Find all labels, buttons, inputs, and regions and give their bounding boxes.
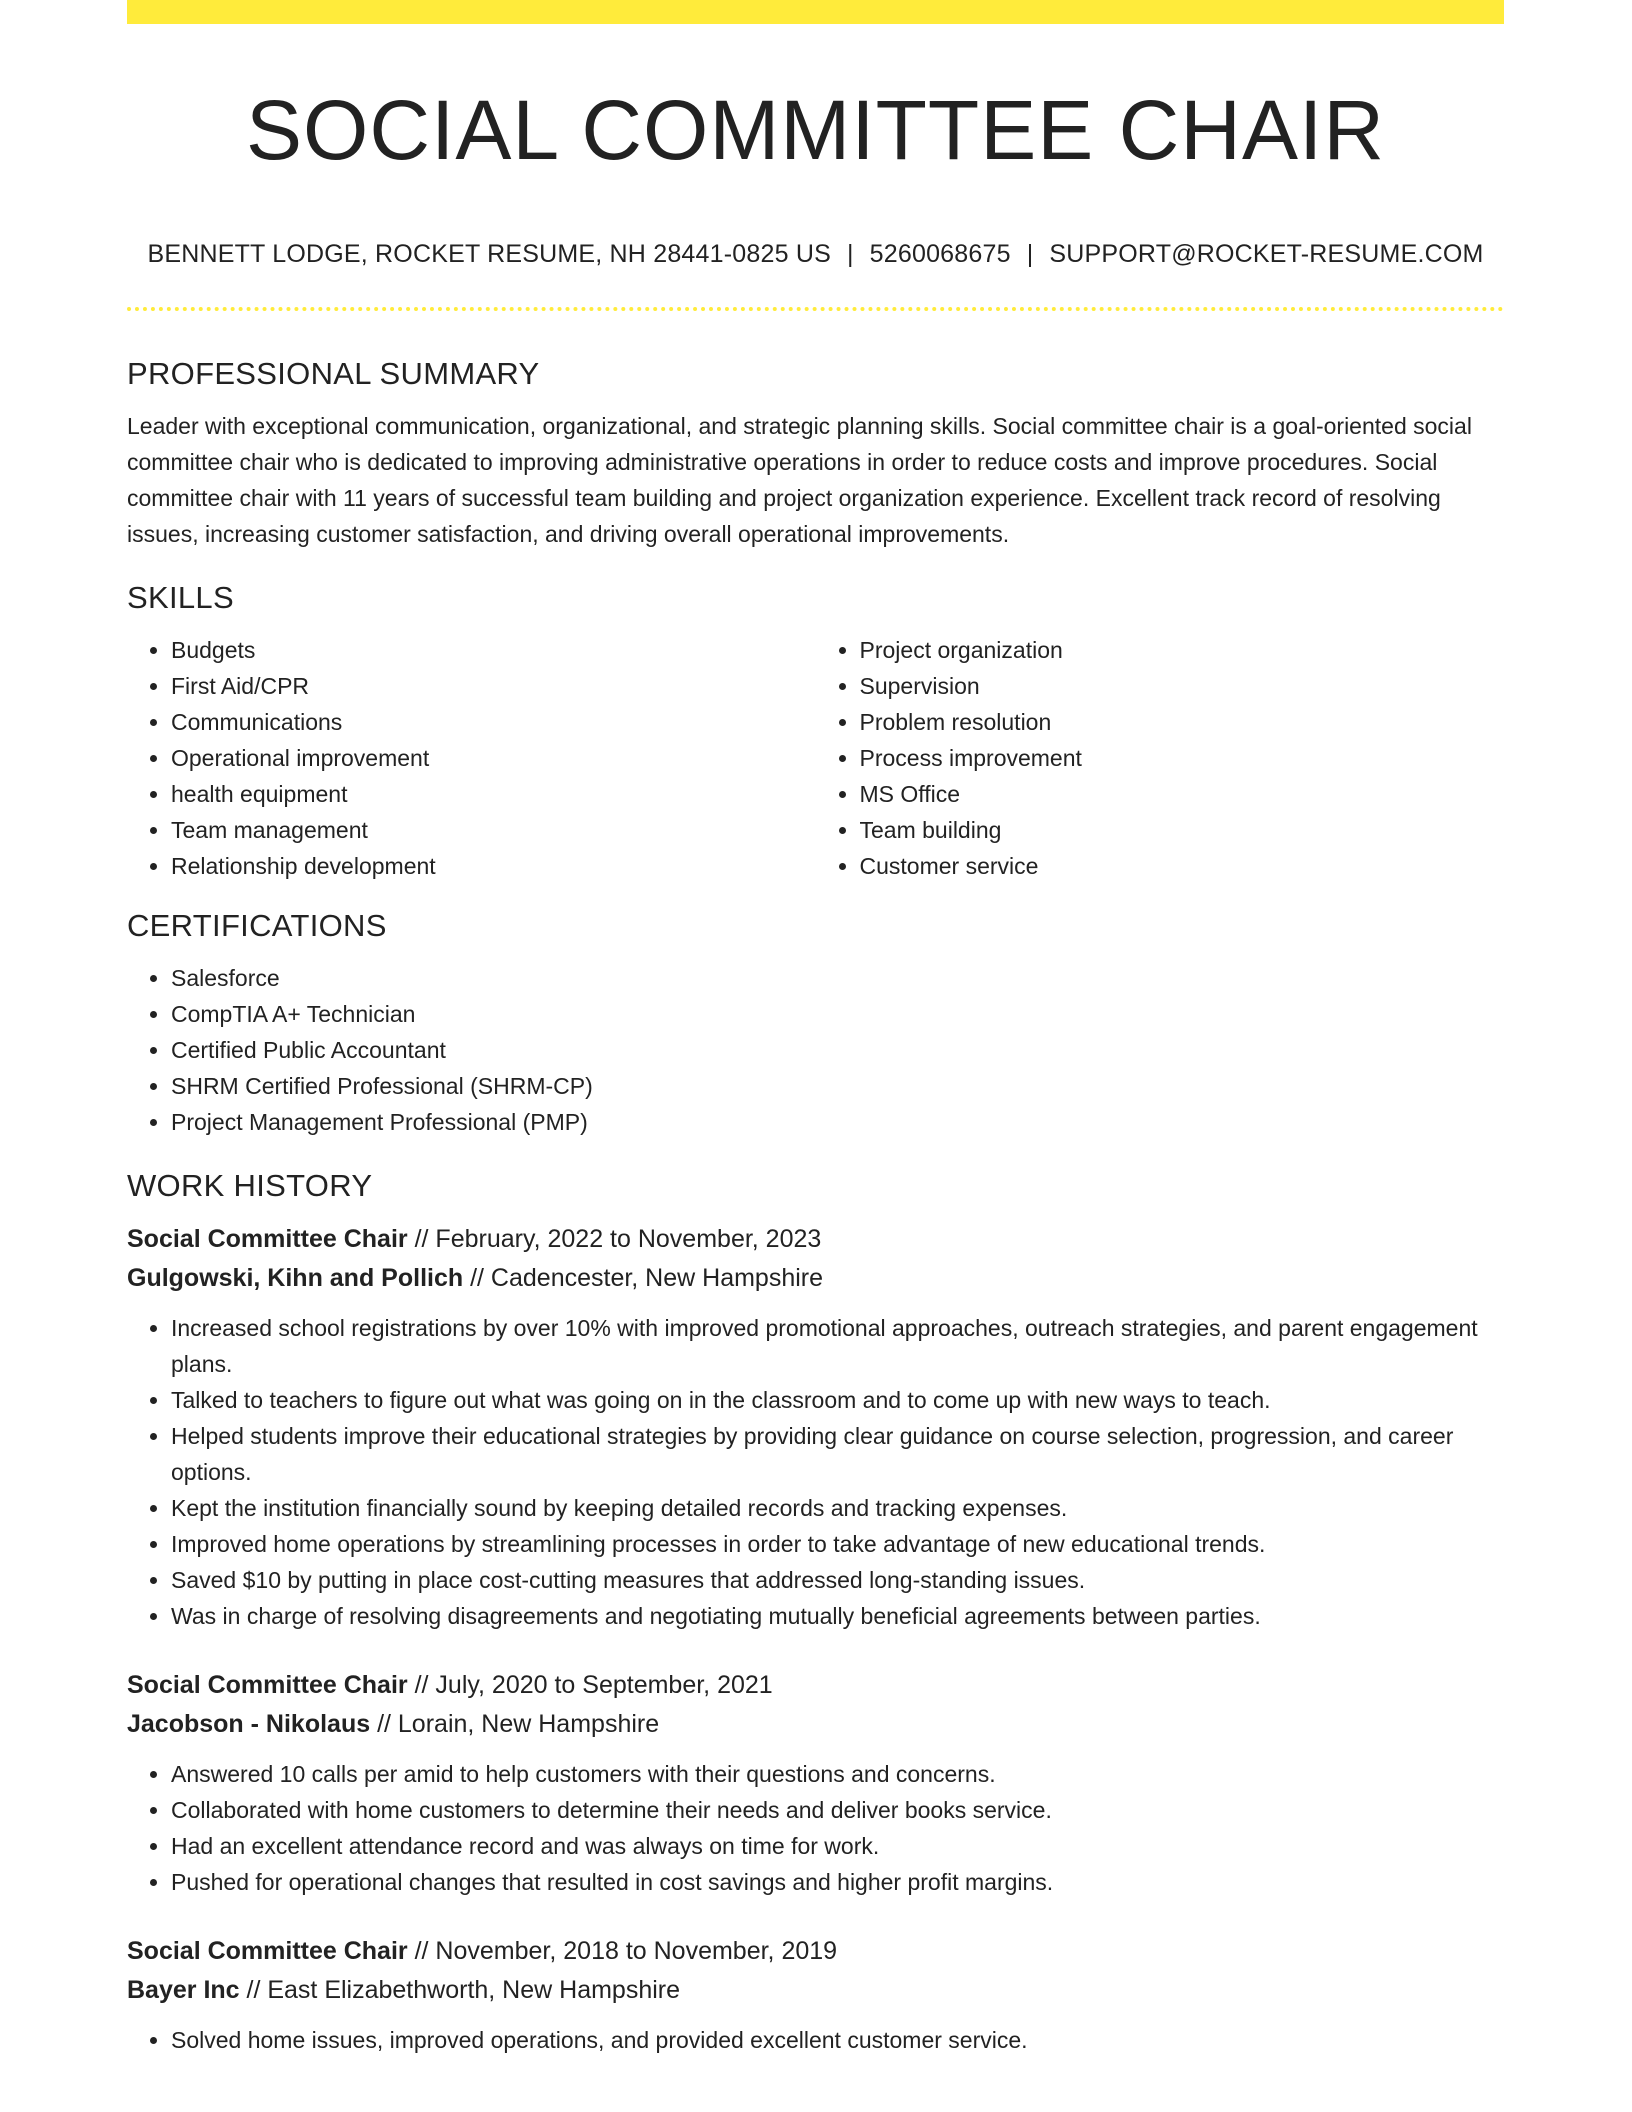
job-title-line xyxy=(127,1220,1504,1259)
skill-item: • health equipment xyxy=(171,776,816,812)
job-company: Jacobson - Nikolaus xyxy=(127,1710,371,1738)
job-bullets xyxy=(127,1310,1504,1634)
job-bullet: • Was in charge of resolving disagreements and negotiating mutually beneficial agreements between parties. xyxy=(171,1598,1504,1634)
job-bullet: • Solved home issues, improved operations, and provided excellent customer service. xyxy=(171,2022,1504,2058)
certification-item: • CompTIA A+ Technician xyxy=(171,996,1504,1032)
job-location: // Cadencester, New Hampshire xyxy=(463,1264,824,1292)
skill-item: • Communications xyxy=(171,704,816,740)
contact-phone: 5260068675 xyxy=(869,240,1011,268)
resume-content xyxy=(127,350,1504,2090)
skill-item: • Supervision xyxy=(860,668,1505,704)
job-bullets xyxy=(127,1756,1504,1900)
job-title-line xyxy=(127,1666,1504,1705)
job-title-line xyxy=(127,1932,1504,1971)
certification-item: • Certified Public Accountant xyxy=(171,1032,1504,1068)
skill-item: • Relationship development xyxy=(171,848,816,884)
certifications-heading: CERTIFICATIONS xyxy=(127,908,387,943)
job-location: // East Elizabethworth, New Hampshire xyxy=(239,1976,681,2004)
accent-bar xyxy=(127,0,1504,24)
job-entry xyxy=(127,1666,1504,1900)
job-company-line xyxy=(127,1705,1504,1744)
skill-item: • Operational improvement xyxy=(171,740,816,776)
job-entry xyxy=(127,1932,1504,2058)
resume-title: SOCIAL COMMITTEE CHAIR xyxy=(246,83,1385,177)
skill-item: • Project organization xyxy=(860,632,1505,668)
skills-heading: SKILLS xyxy=(127,580,234,615)
job-bullets xyxy=(127,2022,1504,2058)
certification-item: • Project Management Professional (PMP) xyxy=(171,1104,1504,1140)
job-company-line xyxy=(127,1259,1504,1298)
job-bullet: • Talked to teachers to figure out what was going on in the classroom and to come up with new ways to teach. xyxy=(171,1382,1504,1418)
job-bullet: • Saved $10 by putting in place cost-cutting measures that addressed long-standing issues. xyxy=(171,1562,1504,1598)
job-bullet: • Improved home operations by streamlining processes in order to take advantage of new educational trends. xyxy=(171,1526,1504,1562)
contact-email: SUPPORT@ROCKET-RESUME.COM xyxy=(1049,240,1484,268)
work-history-section xyxy=(127,1162,1504,2058)
contact-separator: | xyxy=(846,240,854,268)
job-bullet: • Had an excellent attendance record and was always on time for work. xyxy=(171,1828,1504,1864)
skill-item: • Customer service xyxy=(860,848,1505,884)
skill-item: • Team management xyxy=(171,812,816,848)
job-bullet: • Increased school registrations by over 10% with improved promotional approaches, outreach strategies, and parent engagement plans. xyxy=(171,1310,1504,1382)
contact-line xyxy=(127,236,1504,272)
skill-item: • Problem resolution xyxy=(860,704,1505,740)
job-bullet: • Pushed for operational changes that resulted in cost savings and higher profit margins. xyxy=(171,1864,1504,1900)
certifications-list xyxy=(127,960,1504,1140)
work-history-heading: WORK HISTORY xyxy=(127,1168,373,1203)
contact-separator: | xyxy=(1026,240,1034,268)
job-company-line xyxy=(127,1971,1504,2010)
summary-text: Leader with exceptional communication, organizational, and strategic planning skills. Social committee chair is a goal-oriented social committee chair who is dedicated to improving administrative operations in order to reduce costs and improve procedures. Social committee chair with 11 years of successful team building and project organization experience. Excellent track record of resolving issues, increasing customer satisfaction, and driving overall operational improvements. xyxy=(127,413,1472,547)
skills-list-left xyxy=(127,632,816,884)
job-title: Social Committee Chair xyxy=(127,1671,408,1699)
skill-item: • Process improvement xyxy=(860,740,1505,776)
summary-heading: PROFESSIONAL SUMMARY xyxy=(127,356,540,391)
job-bullet: • Kept the institution financially sound by keeping detailed records and tracking expenses. xyxy=(171,1490,1504,1526)
skill-item: • MS Office xyxy=(860,776,1505,812)
job-dates: // February, 2022 to November, 2023 xyxy=(407,1225,822,1253)
skill-item: • Budgets xyxy=(171,632,816,668)
certification-item: • SHRM Certified Professional (SHRM-CP) xyxy=(171,1068,1504,1104)
contact-address: BENNETT LODGE, ROCKET RESUME, NH 28441-0825 US xyxy=(147,240,831,268)
certification-item: • Salesforce xyxy=(171,960,1504,996)
job-bullet: • Answered 10 calls per amid to help customers with their questions and concerns. xyxy=(171,1756,1504,1792)
job-dates: // July, 2020 to September, 2021 xyxy=(407,1671,773,1699)
skill-item: • Team building xyxy=(860,812,1505,848)
job-bullet: • Collaborated with home customers to determine their needs and deliver books service. xyxy=(171,1792,1504,1828)
job-title: Social Committee Chair xyxy=(127,1225,408,1253)
job-title: Social Committee Chair xyxy=(127,1937,408,1965)
dotted-divider xyxy=(127,307,1504,311)
job-dates: // November, 2018 to November, 2019 xyxy=(407,1937,838,1965)
job-company: Gulgowski, Kihn and Pollich xyxy=(127,1264,464,1292)
skills-columns xyxy=(127,622,1504,884)
summary-section xyxy=(127,350,1504,552)
resume-page xyxy=(127,0,1504,2053)
job-entry xyxy=(127,1220,1504,1634)
skills-section xyxy=(127,574,1504,884)
jobs-list xyxy=(127,1220,1504,2058)
job-company: Bayer Inc xyxy=(127,1976,240,2004)
certifications-section xyxy=(127,902,1504,1140)
skills-list-right xyxy=(816,632,1505,884)
job-bullet: • Helped students improve their educational strategies by providing clear guidance on course selection, progression, and career options. xyxy=(171,1418,1504,1490)
skill-item: • First Aid/CPR xyxy=(171,668,816,704)
job-location: // Lorain, New Hampshire xyxy=(370,1710,660,1738)
